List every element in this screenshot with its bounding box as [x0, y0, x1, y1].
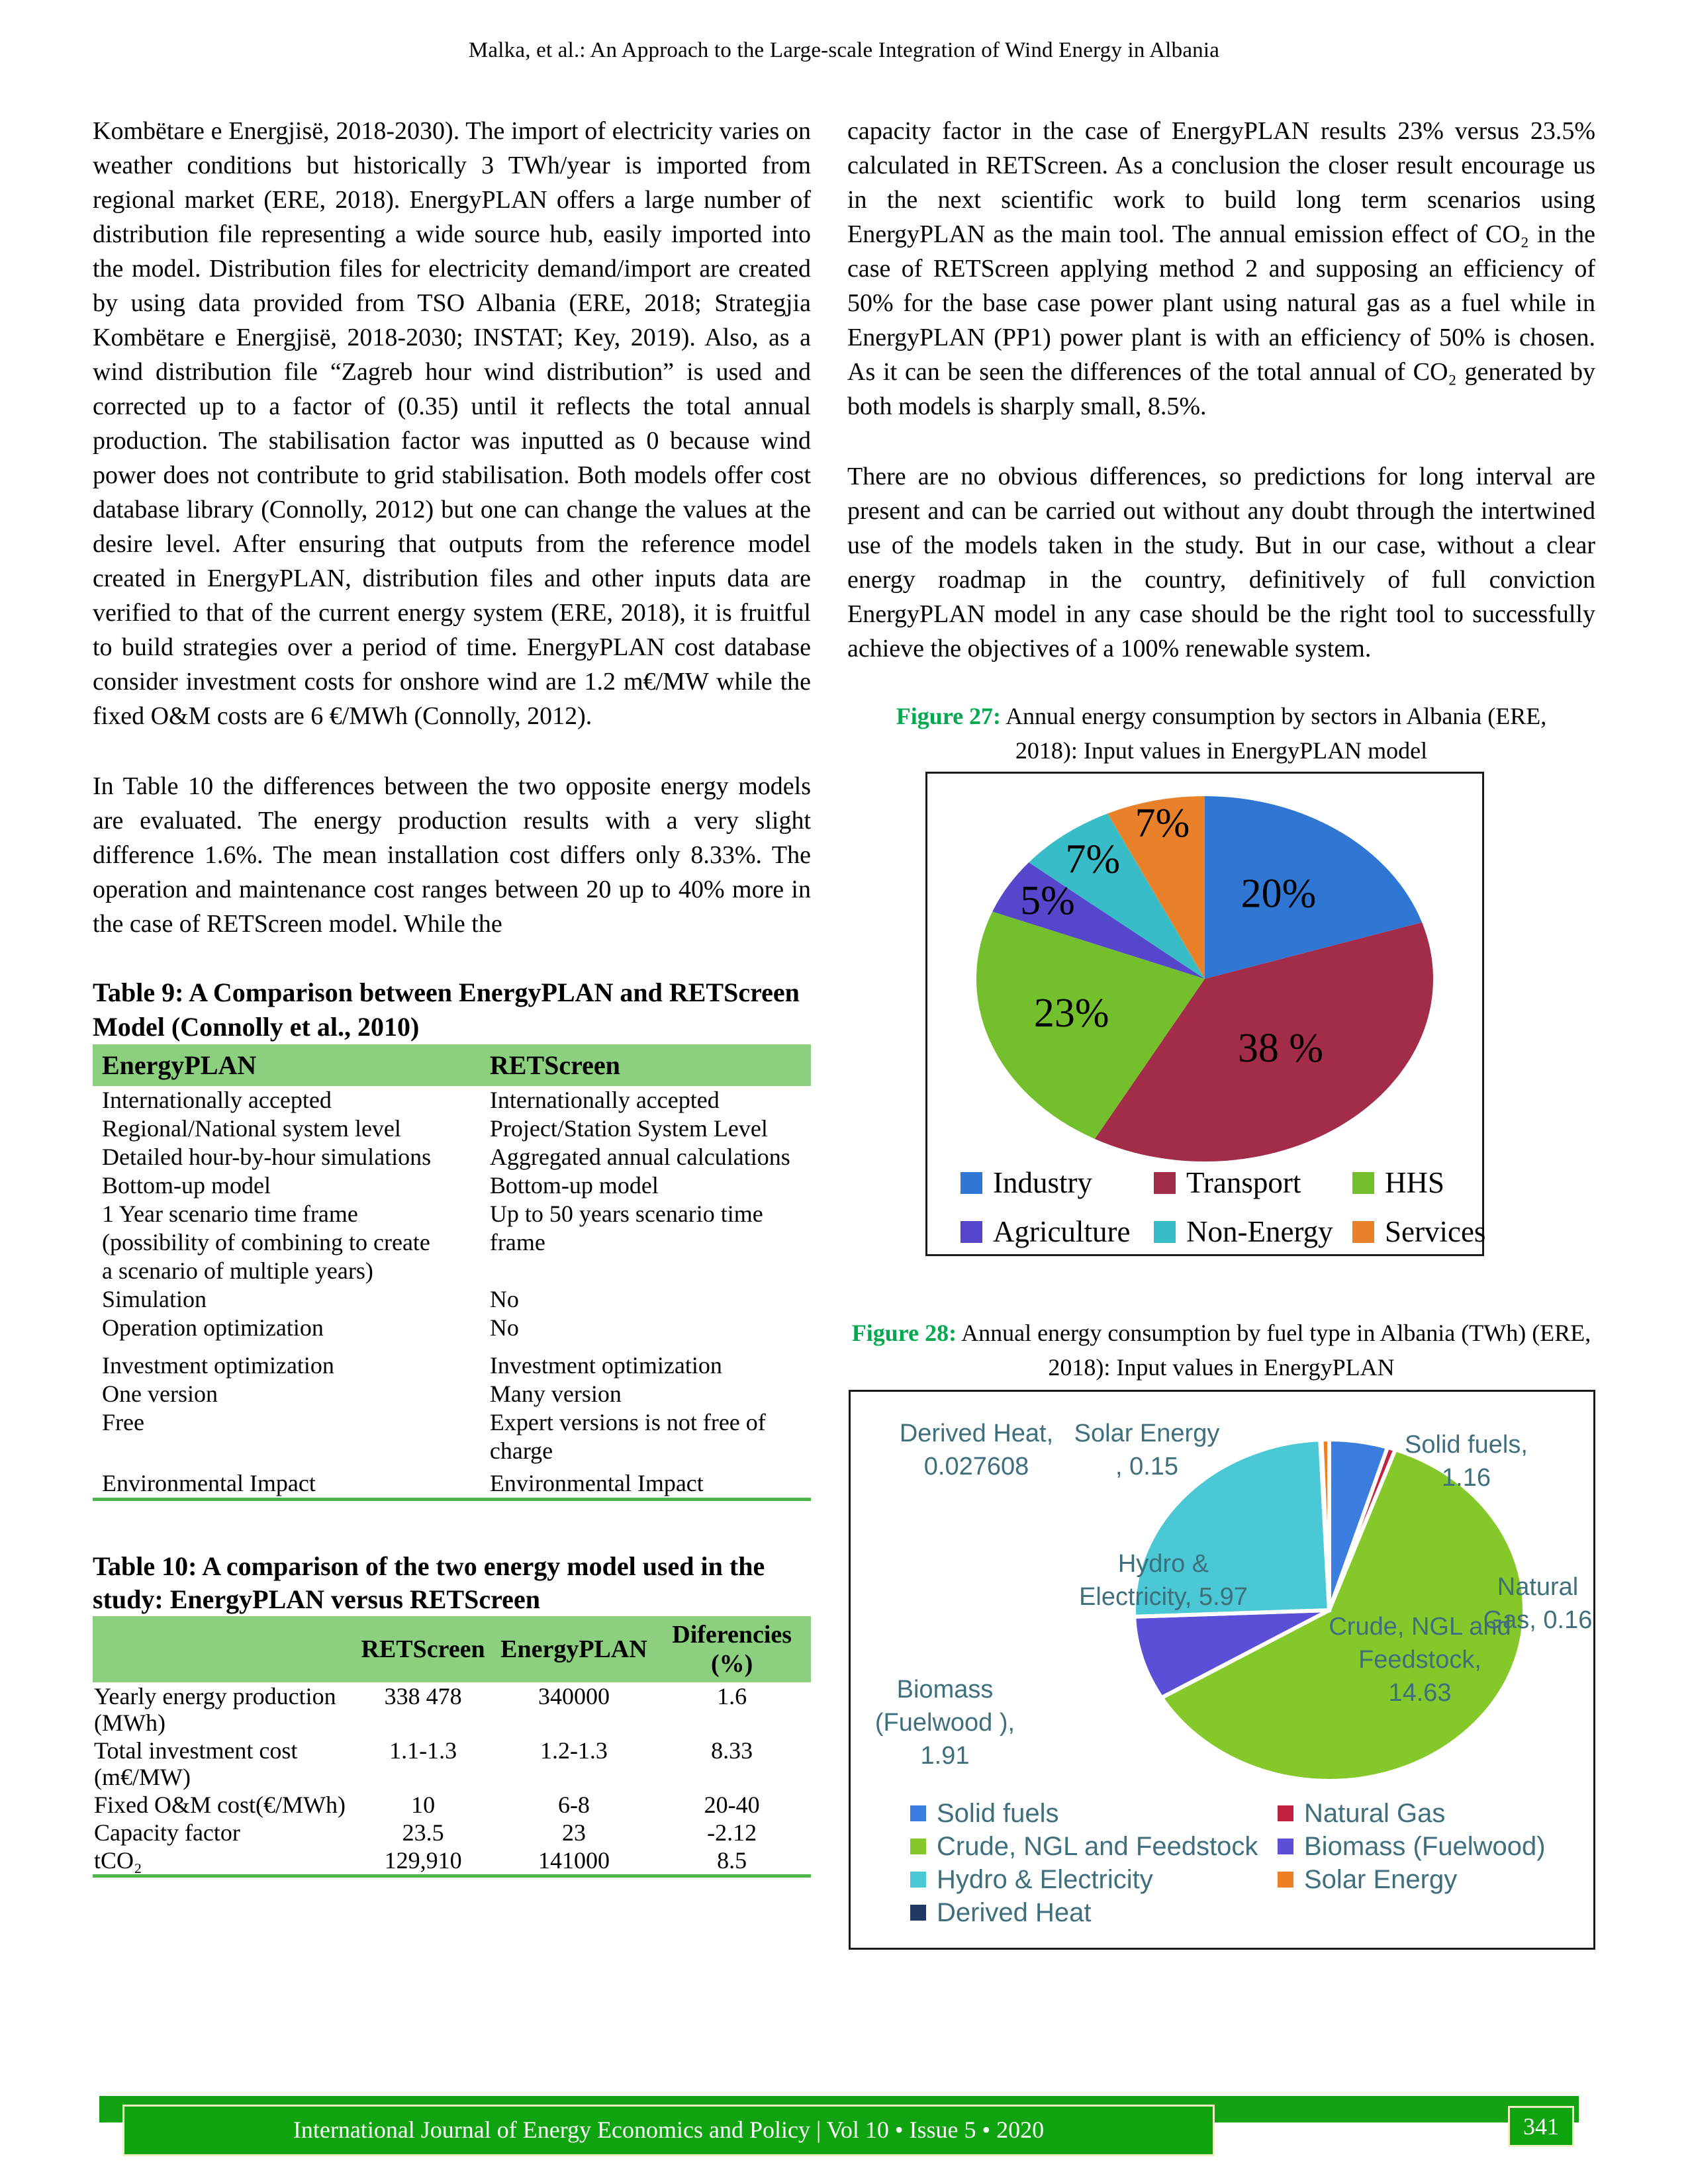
table9-cell: Project/Station System Level [489, 1115, 768, 1142]
table9-cell: Simulation [102, 1286, 207, 1312]
table10-cell: 129,910 [384, 1847, 462, 1874]
legend-swatch-agriculture [961, 1221, 982, 1243]
table9 [93, 1044, 811, 1501]
table10-cell: 8.33 [711, 1737, 753, 1764]
legend-label: Crude, NGL and Feedstock [937, 1831, 1258, 1861]
legend-swatch-industry [961, 1172, 982, 1194]
table9-row-11 [93, 1465, 811, 1500]
table9-cell: 1 Year scenario time frame (possibility of combining to create a scenario of multiple years) [102, 1201, 430, 1284]
figure28-legend-left [910, 1797, 1258, 1929]
legend-item-hhs [1352, 1165, 1456, 1200]
table9-header-energyplan: EnergyPLAN [93, 1044, 481, 1086]
table9-cell: Internationally accepted [102, 1087, 332, 1113]
legend-item-biomass-fuelwood [1278, 1830, 1546, 1863]
figure28-caption [848, 1316, 1595, 1385]
table9-cell: No [489, 1314, 519, 1341]
footer-page-number: 341 [1508, 2106, 1574, 2147]
table10-title: Table 10: A comparison of the two energy model used in the study: EnergyPLAN versus RETScreen [93, 1551, 765, 1614]
table10-cell: 23.5 [402, 1819, 444, 1846]
pie-percent-label-services: 7% [1135, 801, 1190, 846]
table9-row-6 [93, 1285, 811, 1314]
figure27-chart [925, 772, 1484, 1256]
table10-row-4 [93, 1819, 811, 1846]
table10-row-2 [93, 1737, 811, 1791]
table10-header-retscreen: RETScreen [352, 1616, 495, 1682]
legend-swatch-non-energy [1154, 1221, 1176, 1243]
right-paragraph-2: There are no obvious differences, so predictions for long interval are present and can be carried out without any doubt through the intertwined use of the models taken in the study. But in our case, without a clear energy roadmap in the country, definitively of full conviction EnergyPLAN model in any case should be the right tool to successfully achieve the objectives of a 100% renewable system. [847, 463, 1595, 662]
pie-percent-label-industry: 20% [1241, 871, 1317, 917]
figure28-label-solid-fuels: Solid fuels, 1.16 [1405, 1431, 1528, 1492]
table9-row-9 [93, 1380, 811, 1408]
table9-cell: Bottom-up model [489, 1172, 659, 1199]
figure28-label-natural-gas: Natural Gas, 0.16 [1483, 1573, 1593, 1634]
legend-label: Agriculture [993, 1215, 1131, 1248]
table10-cell: 1.1-1.3 [389, 1737, 457, 1764]
footer-journal-bar: International Journal of Energy Economics and Policy | Vol 10 • Issue 5 • 2020 [122, 2105, 1215, 2156]
table10-cell: 141000 [538, 1847, 610, 1874]
legend-item-crude-ngl-and-feedstock [910, 1830, 1258, 1863]
table10-cell: 338 478 [384, 1683, 462, 1709]
legend-item-services [1352, 1214, 1486, 1249]
legend-label: Hydro & Electricity [937, 1864, 1153, 1894]
table10-cell: -2.12 [707, 1819, 757, 1846]
legend-item-agriculture [961, 1214, 1154, 1249]
table9-header-retscreen: RETScreen [481, 1044, 811, 1086]
table9-cell: No [489, 1286, 519, 1312]
table9-cell: Investment optimization [489, 1352, 722, 1379]
table10-cell: 20-40 [704, 1792, 760, 1818]
table9-row-1 [93, 1086, 811, 1115]
legend-label: Transport [1186, 1166, 1301, 1199]
table9-cell: One version [102, 1381, 218, 1407]
table9-cell: Bottom-up model [102, 1172, 271, 1199]
table9-cell: Operation optimization [102, 1314, 324, 1341]
legend-label: Services [1385, 1215, 1486, 1248]
figure27-caption-label: Figure 27: [896, 703, 1002, 729]
pie-percent-label-non-energy: 7% [1065, 837, 1121, 882]
legend-item-non-energy [1154, 1214, 1352, 1249]
table10-row-3 [93, 1791, 811, 1819]
table10-cell: 1.2-1.3 [539, 1737, 608, 1764]
figure28-label-derived-heat: Derived Heat, 0.027608 [899, 1420, 1054, 1480]
table10-header-blank [93, 1616, 352, 1682]
left-column [93, 114, 811, 1878]
table10-header-energyplan: EnergyPLAN [495, 1616, 653, 1682]
legend-item-natural-gas [1278, 1797, 1546, 1830]
right-paragraph-1: capacity factor in the case of EnergyPLAN results 23% versus 23.5% calculated in RETScreen. As a conclusion the closer result encourage us in the next scientific work to build long term scenarios using EnergyPLAN as the main tool. The annual emission effect of CO₂ in the case of RETScreen applying method 2 and supposing an efficiency of 50% for the base case power plant using natural gas as a fuel while in EnergyPLAN (PP1) power plant is with an efficiency of 50% is chosen. As it can be seen the differences of the total annual of CO₂ generated by both models is sharply small, 8.5%. [847, 117, 1595, 420]
table9-cell: Up to 50 years scenario time frame [489, 1201, 763, 1255]
table10-cell: Capacity factor [94, 1819, 240, 1846]
left-paragraph-2: In Table 10 the differences between the two opposite energy models are evaluated. The energy production results with a very slight difference 1.6%. The mean installation cost differs only 8.33%. The operation and maintenance cost ranges between 20 up to 40% more in the case of RETScreen model. While the [93, 772, 811, 938]
legend-swatch-crude-ngl-and-feedstock [910, 1839, 926, 1854]
figure27-legend [961, 1165, 1486, 1249]
table9-cell: Detailed hour-by-hour simulations [102, 1144, 432, 1170]
table10-cell: Total investment cost (m€/MW) [94, 1737, 298, 1790]
table10-header-diferencies: Diferencies (%) [653, 1616, 811, 1682]
legend-label: Natural Gas [1304, 1798, 1446, 1828]
legend-swatch-solid-fuels [910, 1805, 926, 1821]
legend-item-solar-energy [1278, 1863, 1546, 1896]
legend-label: Solid fuels [937, 1798, 1059, 1828]
figure28-label-solar-energy: Solar Energy , 0.15 [1074, 1420, 1220, 1480]
table9-cell: Internationally accepted [489, 1087, 720, 1113]
legend-swatch-services [1352, 1221, 1374, 1243]
table9-head [93, 1044, 811, 1086]
table9-row-5 [93, 1200, 811, 1285]
pie-percent-label-hhs: 23% [1033, 991, 1109, 1036]
table9-body [93, 1086, 811, 1500]
table9-row-7 [93, 1314, 811, 1342]
table10-cell: 340000 [538, 1683, 610, 1709]
table10-cell: Fixed O&M cost(€/MWh) [94, 1792, 346, 1818]
table9-row-4 [93, 1171, 811, 1200]
table9-cell: Aggregated annual calculations [489, 1144, 790, 1170]
table9-cell: Investment optimization [102, 1352, 334, 1379]
figure28-caption-text: Annual energy consumption by fuel type in Albania (TWh) (ERE, 2018): Input values in EnergyPLAN [961, 1320, 1591, 1381]
legend-item-solid-fuels [910, 1797, 1258, 1830]
figure28-legend-right [1278, 1797, 1546, 1896]
table10-cell: Yearly energy production (MWh) [94, 1683, 336, 1736]
table9-cell: Expert versions is not free of charge [489, 1409, 766, 1464]
legend-swatch-transport [1154, 1172, 1176, 1194]
legend-label: Solar Energy [1304, 1864, 1458, 1894]
table9-row-3 [93, 1143, 811, 1171]
legend-swatch-derived-heat [910, 1905, 926, 1921]
table10-cell: 23 [561, 1819, 586, 1846]
table9-cell: Environmental Impact [102, 1470, 316, 1496]
legend-swatch-natural-gas [1278, 1805, 1293, 1821]
right-column [847, 114, 1595, 1950]
legend-item-derived-heat [910, 1896, 1258, 1929]
figure28-chart [849, 1390, 1595, 1950]
pie-percent-label-agriculture: 5% [1020, 878, 1075, 923]
legend-swatch-biomass-fuelwood [1278, 1839, 1293, 1854]
legend-label: Non-Energy [1186, 1215, 1333, 1248]
table9-row-10 [93, 1408, 811, 1465]
table9-row-8 [93, 1342, 811, 1380]
table9-cell: Environmental Impact [489, 1470, 704, 1496]
legend-label: Biomass (Fuelwood) [1304, 1831, 1546, 1861]
figure28-caption-label: Figure 28: [851, 1320, 957, 1346]
table10-cell: 1.6 [717, 1683, 747, 1709]
figure28-label-crude-ngl: Crude, NGL and Feedstock, 14.63 [1329, 1613, 1511, 1707]
running-head: Malka, et al.: An Approach to the Large-scale Integration of Wind Energy in Albania [468, 38, 1220, 62]
figure28-label-biomass: Biomass (Fuelwood ), 1.91 [874, 1676, 1015, 1770]
figure27-pie-chart [927, 774, 1482, 1171]
table9-row-2 [93, 1115, 811, 1143]
figure27-caption-text: Annual energy consumption by sectors in Albania (ERE, 2018): Input values in EnergyPLAN model [1006, 703, 1547, 764]
legend-label: Industry [993, 1166, 1092, 1199]
table10-head [93, 1616, 811, 1682]
table10-row-1 [93, 1682, 811, 1737]
legend-swatch-hhs [1352, 1172, 1374, 1194]
table9-cell: Regional/National system level [102, 1115, 401, 1142]
table9-cell: Many version [489, 1381, 622, 1407]
legend-swatch-hydro-electricity [910, 1872, 926, 1888]
figure28-label-hydro-electricity: Hydro & Electricity, 5.97 [1079, 1550, 1248, 1611]
table10-cell: 6-8 [557, 1792, 590, 1818]
pie-percent-label-transport: 38 % [1237, 1025, 1323, 1071]
table10-cell: 10 [411, 1792, 436, 1818]
table10-cell: tCO₂ [94, 1847, 142, 1874]
figure27-caption [864, 699, 1579, 768]
legend-item-transport [1154, 1165, 1352, 1200]
table9-title: Table 9: A Comparison between EnergyPLAN and RETScreen Model (Connolly et al., 2010) [93, 978, 800, 1042]
legend-item-industry [961, 1165, 1154, 1200]
legend-label: Derived Heat [937, 1897, 1092, 1927]
legend-label: HHS [1385, 1166, 1445, 1199]
table10-cell: 8.5 [717, 1847, 747, 1874]
table10 [93, 1616, 811, 1878]
table10-row-5 [93, 1846, 811, 1876]
table10-body [93, 1682, 811, 1876]
table9-cell: Free [102, 1409, 144, 1435]
legend-swatch-solar-energy [1278, 1872, 1293, 1888]
legend-item-hydro-electricity [910, 1863, 1258, 1896]
left-paragraph-1: Kombëtare e Energjisë, 2018-2030). The import of electricity varies on weather conditions but historically 3 TWh/year is imported from regional market (ERE, 2018). EnergyPLAN offers a large number of distribution file representing a wide source hub, easily imported into the model. Distribution files for electricity demand/import are created by using data provided from TSO Albania (ERE, 2018; Strategjia Kombëtare e Energjisë, 2018-2030; INSTAT; Key, 2019). Also, as a wind distribution file “Zagreb hour wind distribution” is used and corrected up to a factor of (0.35) until it reflects the total annual production. The stabilisation factor was inputted as 0 because wind power does not contribute to grid stabilisation. Both models offer cost database library (Connolly, 2012) but one can change the values at the desire level. After ensuring that outputs from the reference model created in EnergyPLAN, distribution files and other inputs data are verified to that of the current energy system (ERE, 2018), it is fruitful to build strategies over a period of time. EnergyPLAN cost database consider investment costs for onshore wind are 1.2 m€/MW while the fixed O&M costs are 6 €/MWh (Connolly, 2012). [93, 117, 811, 730]
